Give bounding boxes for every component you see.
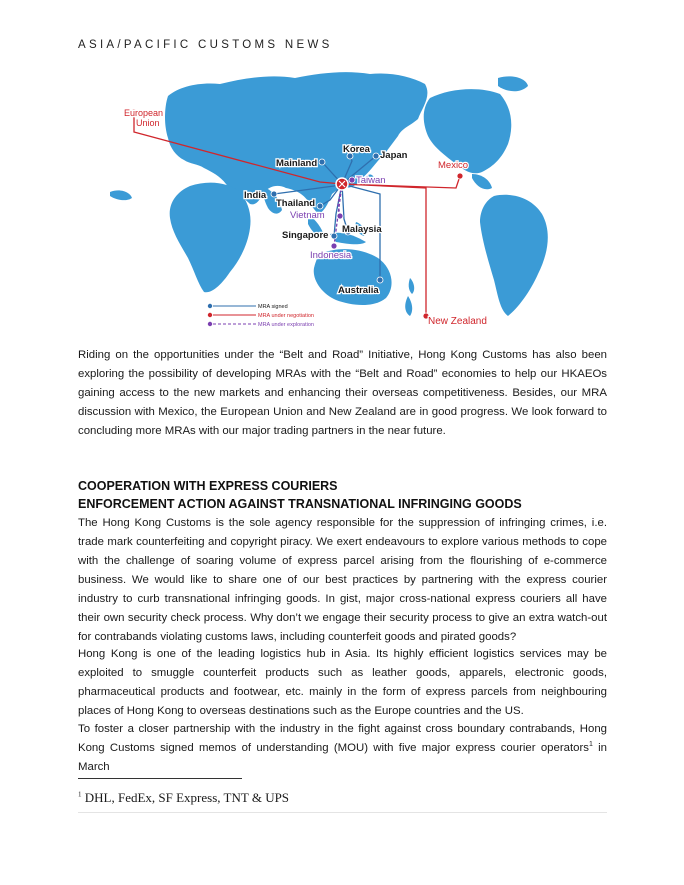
map-legend [208,304,314,328]
label-eu-line1: European [124,108,164,118]
footnote-divider [78,778,242,779]
label-thailand: Thailand [276,198,316,209]
map-land [110,72,548,316]
label-mainland: Mainland [276,158,318,169]
label-india: India [244,190,267,201]
label-indonesia: Indonesia [310,250,352,261]
label-mexico: Mexico [438,160,469,171]
paragraph-sole-agency: The Hong Kong Customs is the sole agency responsible for the suppression of infringing crimes, i.e. trade mark counterfeiting and copyright piracy. We exert endeavours to explore various methods to cope with the challenge of soaring volume of express parcel arising from the flourishing of e-commerce business. We would like to share one of our best practices by partnering with the express courier industry to curb transnational infringing goods. In gist, major cross-national express couriers all have their own security check process. Why don’t we engage their security process to give an extra watch-out for contrabands violating customs laws, including counterfeit goods and pirated goods? [78,517,607,643]
node-mainland [319,159,325,165]
label-malaysia: Malaysia [342,224,382,235]
label-eu-line2: Union [136,118,160,128]
node-singapore [331,233,337,239]
paragraph-logistics-hub: Hong Kong is one of the leading logistics hub in Asia. Its highly efficient logistics services may be exploited to smuggle counterfeit products such as leather goods, apparels, electronic goods, pharmaceutical products and footwear, etc. mainly in the form of express parcels from neighbouring places of Hong Kong to overseas destinations such as the Europe countries and the US. [78,648,607,717]
node-mexico [457,173,463,179]
label-australia: Australia [338,285,379,296]
node-taiwan [349,177,355,183]
node-japan [373,153,379,159]
mra-world-map [80,64,610,346]
label-japan: Japan [380,150,408,161]
legend-exploration: MRA under exploration [258,322,314,328]
page-header: ASIA/PACIFIC CUSTOMS NEWS [78,39,333,51]
legend-signed: MRA signed [258,304,288,310]
page-footer-divider [78,812,607,813]
paragraph-belt-and-road: Riding on the opportunities under the “Belt and Road” Initiative, Hong Kong Customs has also been exploring the possibility of developing MRAs with the “Belt and Road” economies to help our HKAEOs gaining access to the new markets and enhancing their overseas competitiveness. Besides, our MRA discussion with Mexico, the European Union and New Zealand are in good progress. We look forward to concluding more MRAs with our major trading partners in the near future. [78,349,607,437]
section-heading: COOPERATION WITH EXPRESS COURIERS [78,479,338,493]
footnote: $^1$ DHL, FedEx, SF Express, TNT & UPS [78,790,290,805]
label-singapore: Singapore [282,230,329,241]
node-indonesia [331,243,337,249]
node-thailand [317,203,323,209]
footnote-ref[interactable]: 1 [588,741,593,749]
node-india [271,191,277,197]
label-new-zealand: New Zealand [428,316,487,327]
hong-kong-hub-icon [336,178,348,190]
label-vietnam: Vietnam [290,210,325,221]
paragraph-mou: To foster a closer partnership with the industry in the fight against cross boundary contrabands, Hong Kong Customs signed memos of understanding (MOU) with five major express courier operators$^1$ in March [78,723,608,773]
label-taiwan: Taiwan [356,175,386,186]
node-vietnam [337,213,343,219]
node-australia [377,277,383,283]
label-korea: Korea [343,144,370,155]
legend-negotiation: MRA under negotiation [258,313,314,319]
section-subheading: ENFORCEMENT ACTION AGAINST TRANSNATIONAL INFRINGING GOODS [78,497,522,511]
